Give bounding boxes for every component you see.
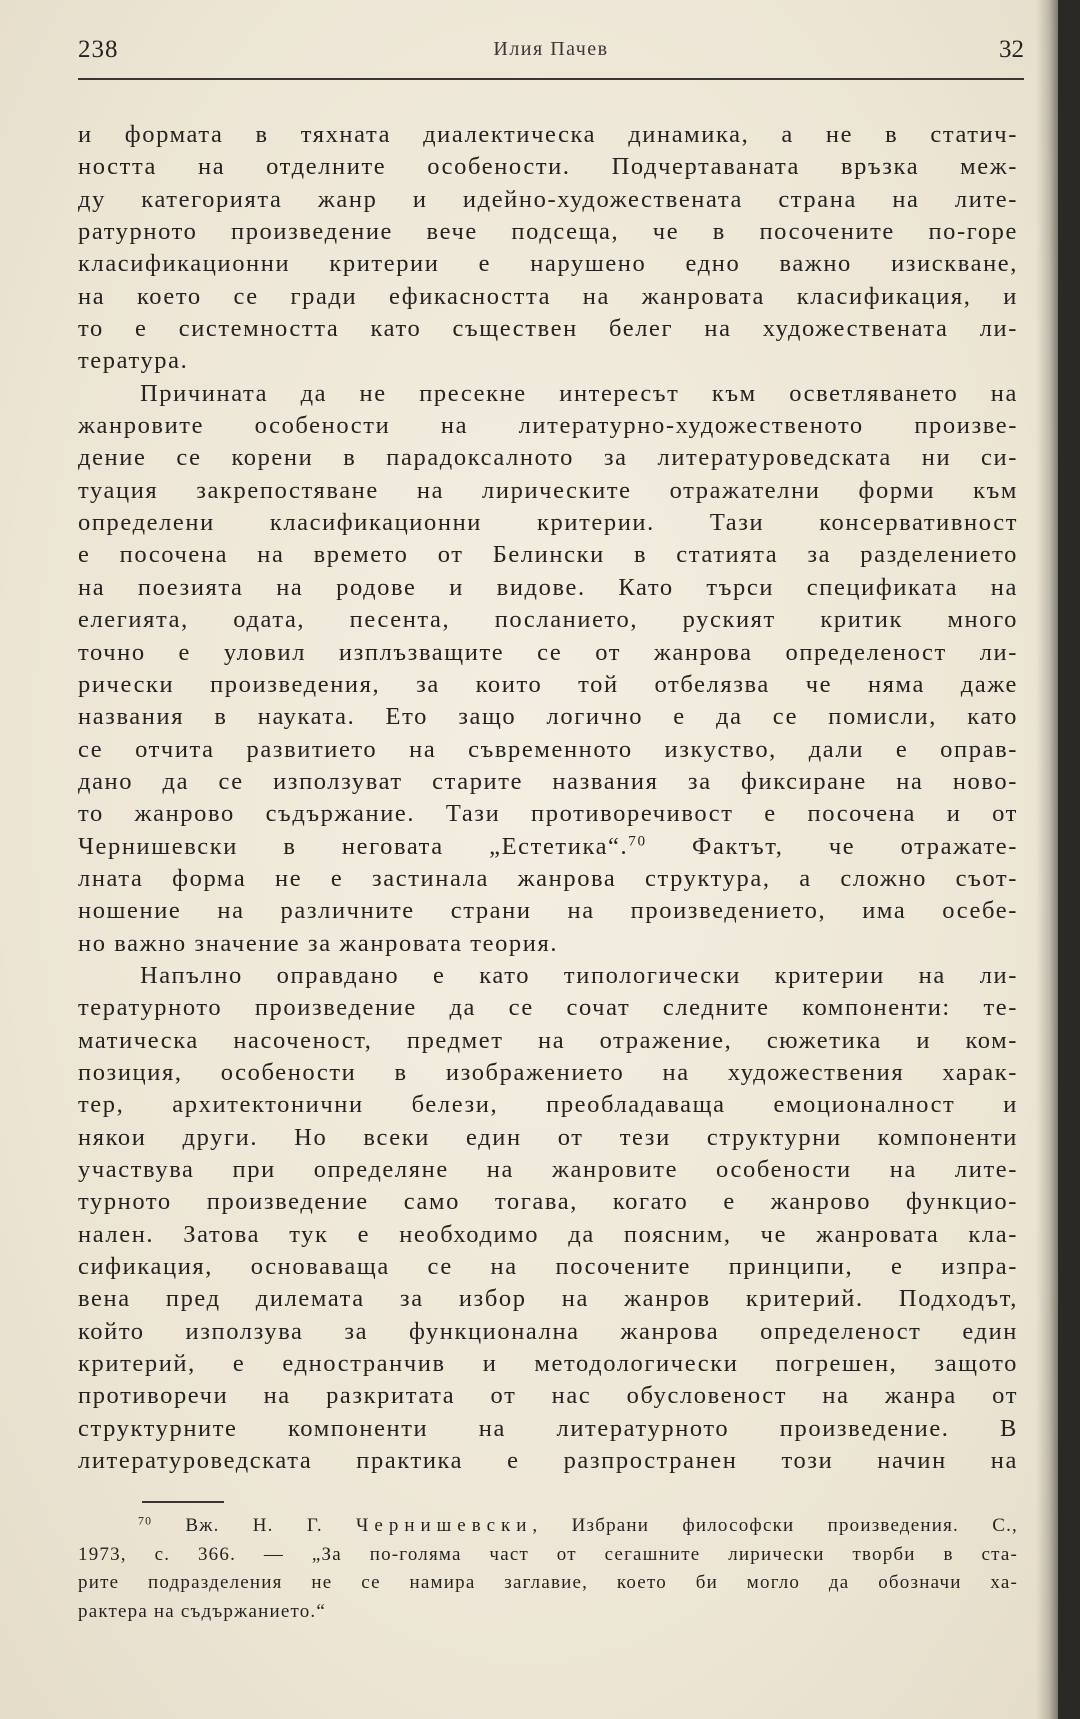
text-line: определени класификационни критерии. Тази консервативност bbox=[78, 509, 1018, 537]
text-line: туация закрепостяване на лирическите отражателни форми към bbox=[78, 476, 1018, 504]
text-line: класификационни критерии е нарушено едно важно изискване, bbox=[78, 250, 1018, 278]
text-line: е посочена на времето от Белински в статията за разделението bbox=[78, 541, 1018, 569]
footnote-marker: 70 bbox=[138, 1514, 153, 1528]
text-line: критерий, е едностранчив и методологически погрешен, защото bbox=[78, 1350, 1018, 1378]
footnote-source: , Избрани философски произведения. С., bbox=[532, 1515, 1018, 1536]
main-text bbox=[78, 119, 1018, 1477]
text-line: противоречи на разкритата от нас обусловеност на жанра от bbox=[78, 1382, 1018, 1410]
footnote-lead: Вж. Н. Г. bbox=[152, 1515, 357, 1536]
footnote-line bbox=[78, 1512, 1018, 1541]
header-rule bbox=[78, 78, 1024, 80]
paragraph-2 bbox=[78, 378, 1018, 960]
text-line: се отчита развитието на съвременното изкуство, дали е оправ- bbox=[78, 735, 1018, 763]
text-line: структурните компоненти на литературното произведение. В bbox=[78, 1414, 1018, 1442]
text-line: и формата в тяхната диалектическа динамика, а не в статич- bbox=[78, 121, 1018, 148]
text-line: тература. bbox=[78, 347, 189, 375]
text-line: сификация, основаваща се на посочените принципи, е изпра- bbox=[78, 1253, 1018, 1281]
text-line: на което се гради ефикасността на жанровата класификация, и bbox=[78, 282, 1018, 310]
line-text: Чернишевски в неговата „Естетика“. bbox=[78, 832, 629, 860]
page-header bbox=[78, 30, 1024, 70]
text-line: позиция, особености в изображението на художествения харак- bbox=[78, 1058, 1018, 1086]
text-line: лната форма не е застинала жанрова структура, а сложно съот- bbox=[78, 864, 1018, 892]
text-line: някои други. Но всеки един от тези структурни компоненти bbox=[78, 1123, 1018, 1151]
line-text: Фактът, че отражате- bbox=[646, 832, 1018, 860]
text-line bbox=[78, 831, 1018, 863]
text-line: рически произведения, за които той отбелязва че няма даже bbox=[78, 670, 1018, 698]
text-line: участвува при определяне на жанровите особености на лите- bbox=[78, 1156, 1018, 1183]
text-line: на поезията на родове и видове. Като търси спецификата на bbox=[78, 573, 1018, 601]
text-line: Напълно оправдано е като типологически критерии на ли- bbox=[140, 961, 1018, 989]
text-line: ността на отделните особености. Подчертаваната връзка меж- bbox=[78, 153, 1018, 181]
text-line: ношение на различните страни на произведението, има осебе- bbox=[78, 897, 1018, 925]
footnote-line: 1973, с. 366. — „За по-голяма част от сегашните лирически творби в ста- bbox=[78, 1543, 1018, 1565]
chapter-number: 32 bbox=[999, 36, 1024, 63]
text-line: ду категорията жанр и идейно-художествената страна на лите- bbox=[78, 185, 1018, 213]
footnote-line: рактера на съдържанието.“ bbox=[78, 1600, 326, 1622]
text-line: но важно значение за жанровата теория. bbox=[78, 929, 559, 957]
text-line: то жанрово съдържание. Тази противоречивост е посочена и от bbox=[78, 800, 1018, 828]
text-line: Причината да не пресекне интересът към осветляването на bbox=[140, 379, 1018, 407]
footnote-reference[interactable]: 70 bbox=[628, 832, 647, 850]
text-line: нален. Затова тук е необходимо да поясним, че жанровата кла- bbox=[78, 1220, 1018, 1248]
text-line: то е системността като съществен белег на художествената ли- bbox=[78, 315, 1018, 343]
text-line: тер, архитектонични белези, преобладаваща емоционалност и bbox=[78, 1091, 1018, 1119]
text-line: елегията, одата, песента, посланието, руският критик много bbox=[78, 606, 1018, 634]
page-number: 238 bbox=[78, 36, 119, 63]
text-line: ратурното произведение вече подсеща, че в посочените по-горе bbox=[78, 218, 1018, 246]
footnote-rule bbox=[142, 1501, 224, 1503]
footnote-author: Чернишевски bbox=[356, 1515, 533, 1536]
text-line: вена пред дилемата за избор на жанров критерий. Подходът, bbox=[78, 1285, 1018, 1313]
footnote-70 bbox=[78, 1512, 1018, 1626]
text-line: литературоведската практика е разпространен този начин на bbox=[78, 1447, 1018, 1475]
paragraph-3 bbox=[78, 960, 1018, 1478]
paragraph-1 bbox=[78, 119, 1018, 378]
text-line: дано да се използуват старите названия за фиксиране на ново- bbox=[78, 767, 1018, 795]
text-line: названия в науката. Ето защо логично е да се помисли, като bbox=[78, 703, 1018, 731]
text-line: жанровите особености на литературно-художественото произве- bbox=[78, 412, 1018, 440]
footnote-line: рите подразделения не се намира заглавие, което би могло да обозначи ха- bbox=[78, 1572, 1018, 1593]
text-line: точно е уловил изплъзващите се от жанрова определеност ли- bbox=[78, 638, 1018, 666]
spine-shadow bbox=[1036, 0, 1058, 1719]
text-line: дение се корени в парадоксалното за литературоведската ни си- bbox=[78, 444, 1018, 472]
text-line: матическа насоченост, предмет на отражение, сюжетика и ком- bbox=[78, 1026, 1018, 1054]
text-line: турното произведение само тогава, когато е жанрово функцио- bbox=[78, 1188, 1018, 1216]
running-head-author: Илия Пачев bbox=[493, 38, 609, 60]
text-line: който използува за функционална жанрова определеност един bbox=[78, 1317, 1018, 1345]
text-line: тературното произведение да се сочат следните компоненти: те- bbox=[78, 994, 1018, 1022]
